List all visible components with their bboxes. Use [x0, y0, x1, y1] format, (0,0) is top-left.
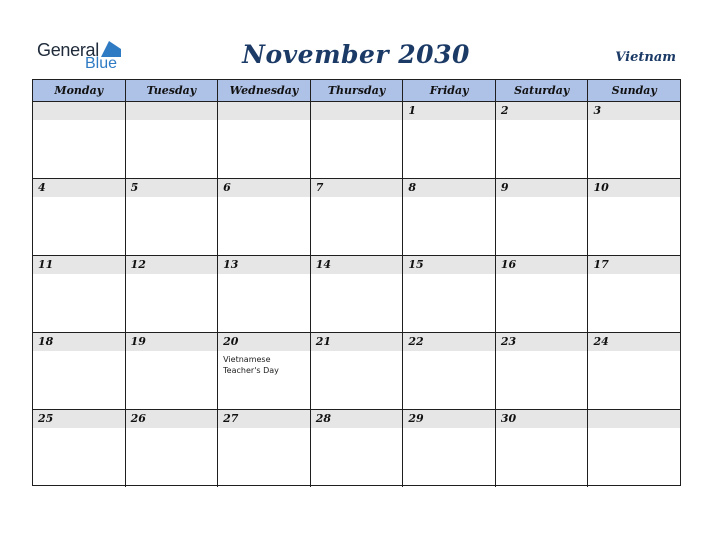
day-number: 26 [130, 412, 146, 425]
day-number: 19 [130, 335, 146, 348]
day-cell[interactable] [126, 410, 219, 487]
day-number: 3 [593, 104, 602, 117]
day-cell[interactable] [496, 179, 589, 255]
day-number: 10 [593, 181, 609, 194]
day-number: 13 [223, 258, 239, 271]
holiday-event: Vietnamese Teacher's Day [223, 355, 279, 375]
day-number: 25 [38, 412, 54, 425]
day-number: 1 [408, 104, 416, 117]
day-cell[interactable] [33, 333, 126, 409]
day-cell[interactable] [403, 410, 496, 487]
day-cell[interactable] [218, 333, 311, 409]
day-cell[interactable] [496, 102, 589, 178]
day-cell[interactable] [311, 179, 404, 255]
weekday-thursday: Thursday [311, 80, 404, 101]
day-number: 12 [130, 258, 146, 271]
day-number: 22 [408, 335, 424, 348]
day-cell[interactable] [496, 410, 589, 487]
day-number: 2 [500, 104, 509, 117]
day-number: 9 [500, 181, 509, 194]
day-cell[interactable] [588, 410, 680, 487]
country-label: Vietnam [615, 50, 676, 65]
day-cell[interactable] [33, 102, 126, 178]
week-row-4 [33, 333, 680, 410]
weekday-wednesday: Wednesday [218, 80, 311, 101]
day-number: 4 [38, 181, 46, 194]
day-cell[interactable] [311, 256, 404, 332]
weekday-header [33, 80, 680, 102]
week-row-5 [33, 410, 680, 487]
calendar-grid [32, 79, 681, 486]
day-cell[interactable] [496, 256, 589, 332]
day-cell[interactable] [311, 333, 404, 409]
day-number: 17 [593, 258, 609, 271]
day-number: 20 [223, 335, 239, 348]
day-cell[interactable] [218, 102, 311, 178]
day-cell[interactable] [33, 179, 126, 255]
weekday-monday: Monday [33, 80, 126, 101]
day-cell[interactable] [588, 179, 680, 255]
brand-logo [37, 40, 127, 74]
calendar-title: November 2030 [242, 40, 470, 69]
day-number: 27 [223, 412, 239, 425]
week-row-1 [33, 102, 680, 179]
day-cell[interactable] [403, 256, 496, 332]
weekday-tuesday: Tuesday [126, 80, 219, 101]
brand-name-blue: Blue [85, 55, 118, 72]
day-cell[interactable] [403, 102, 496, 178]
day-number: 8 [408, 181, 416, 194]
day-number: 11 [38, 258, 54, 271]
day-number: 7 [315, 181, 324, 194]
brand-name-general: General [37, 40, 99, 60]
day-number: 23 [500, 335, 517, 348]
day-number: 28 [315, 412, 332, 425]
day-cell[interactable] [218, 179, 311, 255]
day-number: 24 [593, 335, 609, 348]
day-cell[interactable] [126, 256, 219, 332]
day-number: 14 [315, 258, 332, 271]
week-row-2 [33, 179, 680, 256]
day-cell[interactable] [588, 333, 680, 409]
day-cell[interactable] [218, 410, 311, 487]
weekday-saturday: Saturday [496, 80, 589, 101]
day-number: 6 [223, 181, 231, 194]
week-row-3 [33, 256, 680, 333]
day-number: 5 [130, 181, 139, 194]
day-cell[interactable] [126, 333, 219, 409]
day-cell[interactable] [126, 179, 219, 255]
weekday-sunday: Sunday [611, 84, 657, 97]
day-cell[interactable] [588, 256, 680, 332]
day-cell[interactable] [218, 256, 311, 332]
day-number: 29 [408, 412, 424, 425]
day-number: 16 [500, 258, 517, 271]
day-cell[interactable] [311, 410, 404, 487]
day-number: 30 [500, 412, 517, 425]
day-cell[interactable] [496, 333, 589, 409]
day-cell[interactable] [403, 179, 496, 255]
day-cell[interactable] [311, 102, 404, 178]
day-number: 18 [38, 335, 54, 348]
day-cell[interactable] [33, 256, 126, 332]
weekday-friday: Friday [403, 80, 496, 101]
day-cell[interactable] [126, 102, 219, 178]
day-number: 15 [408, 258, 424, 271]
day-cell[interactable] [33, 410, 126, 487]
day-cell[interactable] [403, 333, 496, 409]
day-number: 21 [315, 335, 332, 348]
day-cell[interactable] [588, 102, 680, 178]
